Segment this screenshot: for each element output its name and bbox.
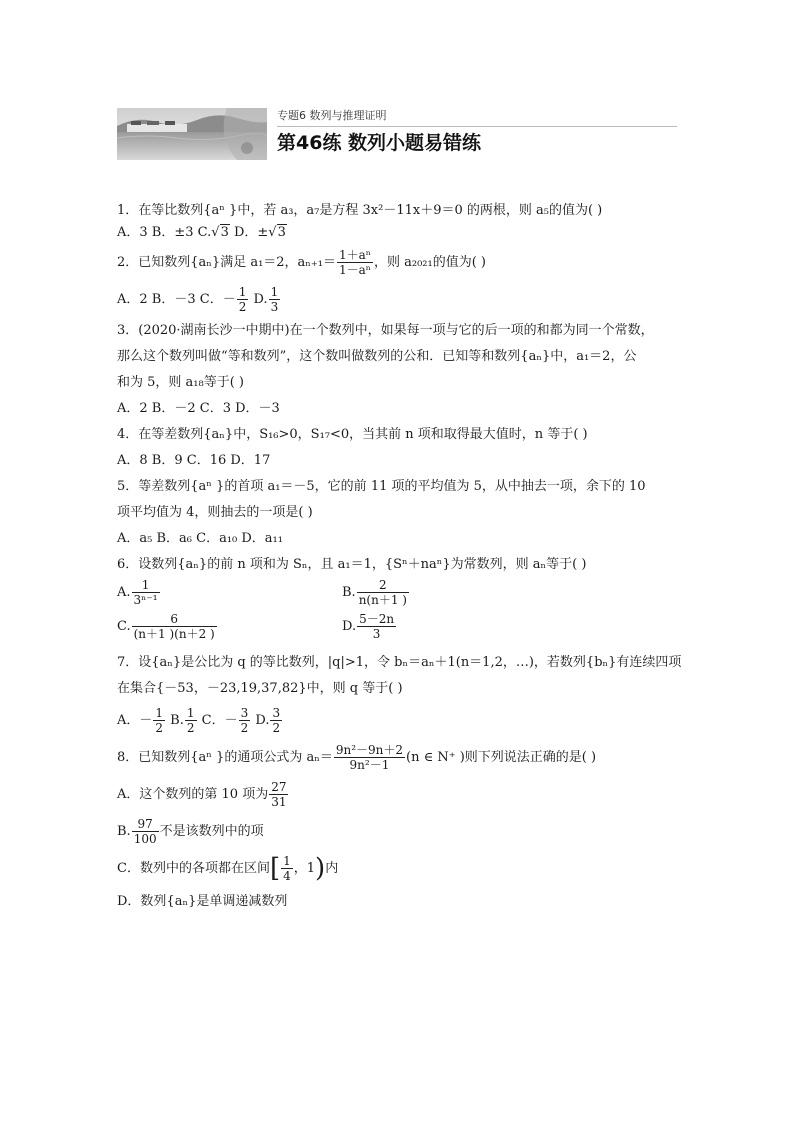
question-6-options-ab <box>117 578 677 612</box>
q1-d-prefix: D．± <box>229 225 269 240</box>
q8-fraction <box>334 743 405 772</box>
question-5-line-2: 项平均值为 4，则抽去的一项是( ) <box>117 505 313 520</box>
q2-d-frac <box>269 285 281 314</box>
landscape-picture <box>117 108 267 160</box>
q8-a-den: 31 <box>271 795 287 809</box>
q7-b-num: 1 <box>186 706 195 720</box>
q6-b-den: n(n＋1 ) <box>358 593 407 607</box>
q8-b-post: 不是该数列中的项 <box>159 824 264 839</box>
q7-d-den: 2 <box>272 721 281 735</box>
q6-b-label: B. <box>342 585 356 600</box>
q8-c-den: 4 <box>283 869 291 883</box>
q6-d-num: 5－2n <box>359 612 395 626</box>
q7-a-frac <box>153 706 165 735</box>
question-7-line-1: 7．设{aₙ}是公比为 q 的等比数列，|q|>1，令 bₙ＝aₙ＋1(n＝1,2，…)，若数列{bₙ}有连续四项 <box>117 655 682 670</box>
q7-c-den: 2 <box>240 721 249 735</box>
q6-option-c <box>117 612 218 641</box>
q2-d-den: 3 <box>270 300 279 314</box>
q8-b-den: 100 <box>133 832 157 846</box>
q2-opts-pre: A．2 B．－3 C．－ <box>117 292 236 307</box>
question-6 <box>117 552 677 650</box>
question-6-stem: 6．设数列{aₙ}的前 n 项和为 Sₙ，且 a₁＝1，{Sⁿ＋naⁿ}为常数列，则 aₙ等于( ) <box>117 557 587 572</box>
q7-c-num: 3 <box>240 706 249 720</box>
question-8-option-b <box>117 817 677 846</box>
question-8-option-c <box>117 854 677 883</box>
q8-pre: 8．已知数列{aⁿ }的通项公式为 aₙ＝ <box>117 750 333 765</box>
q6-c-frac <box>132 612 217 641</box>
q7-a-pre: A．－ <box>117 713 153 728</box>
question-6-options-cd <box>117 612 677 650</box>
q8-num: 9n²－9n＋2 <box>335 743 404 757</box>
q8-b-num: 97 <box>132 817 159 832</box>
chapter-topic: 专题6 数列与推理证明 <box>277 109 387 122</box>
question-3-options: A．2 B．－2 C．3 D．－3 <box>117 401 280 416</box>
q2-c-frac <box>237 285 249 314</box>
question-list <box>117 200 682 913</box>
header-divider <box>277 126 677 127</box>
question-3 <box>117 318 677 422</box>
q6-a-den: 3ⁿ⁻¹ <box>133 593 158 607</box>
q7-d-frac <box>270 706 282 735</box>
q2-num: 1＋aⁿ <box>339 248 371 262</box>
q8-post: (n ∈ N⁺ )则下列说法正确的是( ) <box>406 750 597 765</box>
q6-c-num: 6 <box>132 612 217 627</box>
question-4 <box>117 422 677 474</box>
question-8-option-a <box>117 780 677 809</box>
question-1-options <box>117 222 677 244</box>
q7-d-num: 3 <box>272 706 281 720</box>
question-7 <box>117 650 682 735</box>
q8-a-frac <box>269 780 288 809</box>
q7-a-den: 2 <box>155 721 164 735</box>
q8-c-pre: C．数列中的各项都在区间 <box>117 861 270 876</box>
q2-pre: 2．已知数列{aₙ}满足 a₁＝2，aₙ₊₁＝ <box>117 255 337 270</box>
q8-den: 9n²－1 <box>349 758 390 772</box>
q6-option-b <box>342 578 410 607</box>
q7-b-pre: B. <box>166 713 184 728</box>
q6-option-d <box>342 612 397 641</box>
page-title: 第46练 数列小题易错练 <box>277 132 482 154</box>
q6-a-frac <box>132 578 160 607</box>
question-3-line-3: 和为 5，则 a₁₈等于( ) <box>117 375 244 390</box>
q7-a-num: 1 <box>155 706 164 720</box>
q6-d-den: 3 <box>372 627 381 641</box>
question-4-stem: 4．在等差数列{aₙ}中，S₁₆>0，S₁₇<0，当其前 n 项和取得最大值时，n 等于( ) <box>117 427 588 442</box>
q8-c-post: 内 <box>325 861 339 876</box>
q8-b-pre: B. <box>117 824 131 839</box>
q7-c-pre: C．－ <box>197 713 238 728</box>
question-5-line-1: 5．等差数列{aⁿ }的首项 a₁＝－5，它的前 11 项的平均值为 5，从中抽去一项，余下的 10 <box>117 479 646 494</box>
question-5-options: A．a₅ B．a₆ C．a₁₀ D．a₁₁ <box>117 531 283 546</box>
question-3-line-2: 那么这个数列叫做“等和数列”，这个数叫做数列的公和．已知等和数列{aₙ}中，a₁＝2，公 <box>117 349 637 364</box>
question-4-options: A．8 B．9 C．16 D．17 <box>117 453 271 468</box>
question-3-line-1: 3．(2020·湖南长沙一中期中)在一个数列中，如果每一项与它的后一项的和都为同一个常数， <box>117 323 654 338</box>
q8-b-frac <box>132 817 159 846</box>
right-paren: ) <box>315 853 326 884</box>
question-5 <box>117 474 677 552</box>
q2-c-den: 2 <box>238 300 247 314</box>
question-2-options <box>117 285 677 314</box>
question-8-stem <box>117 743 677 772</box>
q7-d-pre: D. <box>251 713 270 728</box>
q2-fraction <box>337 248 373 277</box>
q7-c-frac <box>239 706 251 735</box>
q8-c-mid: ，1 <box>293 861 316 876</box>
q1-opts-ab: A．3 B．±3 C. <box>117 225 212 240</box>
q7-b-frac <box>185 706 197 735</box>
question-7-options <box>117 706 677 735</box>
q7-b-den: 2 <box>186 721 195 735</box>
page-header <box>117 108 677 162</box>
left-bracket: [ <box>269 853 281 884</box>
q8-c-num: 1 <box>283 854 291 868</box>
question-1-stem: 1．在等比数列{aⁿ }中，若 a₃，a₇是方程 3x²－11x＋9＝0 的两根，则 a₅的值为( ) <box>117 203 603 218</box>
q6-a-num: 1 <box>132 578 160 593</box>
sqrt-sign: √ <box>211 225 220 240</box>
q6-option-a <box>117 578 161 607</box>
q6-b-num: 2 <box>357 578 409 593</box>
header-text <box>277 108 481 156</box>
q1-c-radicand: 3 <box>220 225 229 240</box>
q6-c-label: C. <box>117 619 131 634</box>
q2-d-num: 1 <box>270 285 279 299</box>
q2-den: 1－aⁿ <box>339 263 371 277</box>
question-2 <box>117 248 677 314</box>
q2-c-num: 1 <box>238 285 247 299</box>
q2-d-pre: D. <box>249 292 268 307</box>
question-2-stem <box>117 248 677 277</box>
q6-c-den: (n＋1 )(n＋2 ) <box>133 627 215 641</box>
q6-d-label: D. <box>342 619 357 634</box>
q2-post: ，则 a₂₀₂₁的值为( ) <box>374 255 487 270</box>
q8-c-frac <box>281 854 293 883</box>
sqrt-sign: √ <box>268 225 277 240</box>
q1-d-radicand: 3 <box>277 225 286 240</box>
q6-b-frac <box>357 578 409 607</box>
question-8-option-d: D．数列{aₙ}是单调递减数列 <box>117 894 288 909</box>
question-8 <box>117 743 677 913</box>
q6-a-label: A. <box>117 585 131 600</box>
header-landscape-image <box>117 108 267 160</box>
question-1 <box>117 200 677 244</box>
q8-a-num: 27 <box>271 780 287 794</box>
q6-d-frac <box>357 612 396 641</box>
q8-a-pre: A．这个数列的第 10 项为 <box>117 787 269 802</box>
question-7-line-2: 在集合{－53，－23,19,37,82}中，则 q 等于( ) <box>117 681 403 696</box>
